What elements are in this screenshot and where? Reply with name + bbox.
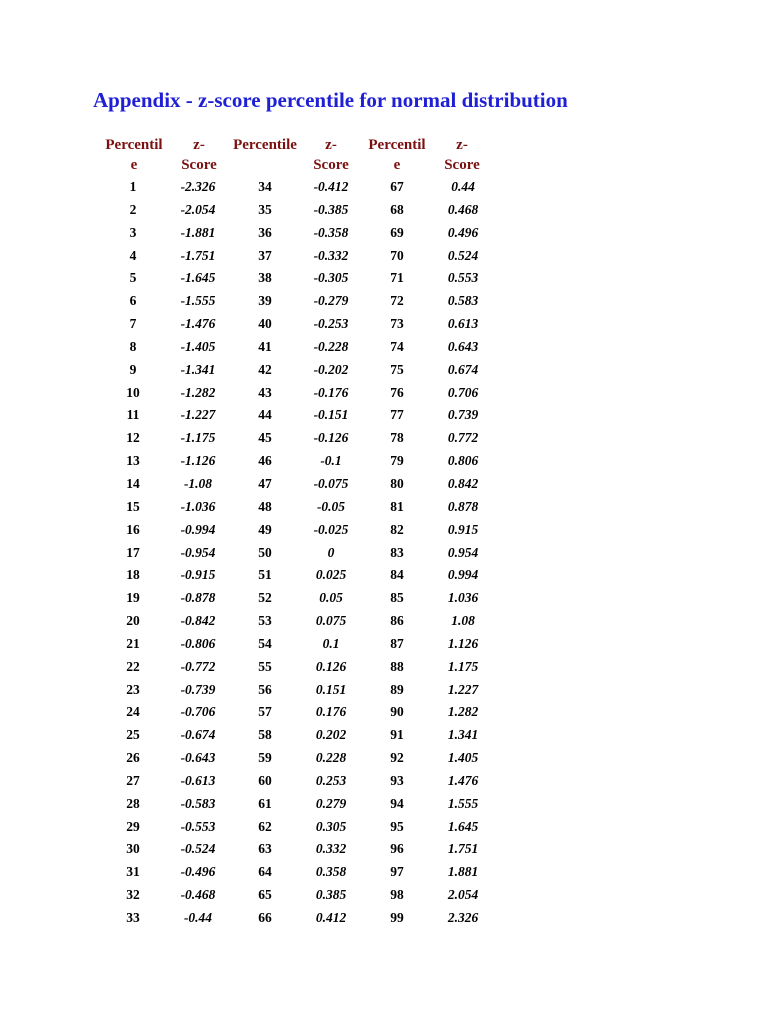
table-cell: -2.054: [180, 201, 216, 217]
table-cell: 67: [390, 179, 404, 194]
table-cell: -0.44: [183, 910, 213, 925]
table-cell: 0.05: [319, 590, 343, 606]
table-cell: 8: [129, 338, 137, 354]
table-cell: 0.126: [315, 658, 347, 674]
table-cell: 0.915: [447, 521, 479, 537]
table-cell: 11: [126, 407, 140, 423]
table-cell: 90: [390, 704, 404, 720]
table-cell: 18: [126, 567, 140, 583]
table-cell: 60: [258, 772, 272, 788]
header-line: z-: [325, 137, 337, 153]
table-cell: 14: [126, 475, 140, 491]
table-cell: -0.496: [180, 864, 216, 880]
table-cell: -0.553: [180, 818, 216, 834]
table-cell: 23: [126, 681, 140, 697]
table-cell: 74: [390, 338, 404, 354]
table-cell: 1.341: [447, 727, 479, 743]
table-cell: 64: [258, 864, 272, 880]
table-cell: 20: [126, 613, 140, 629]
table-cell: 84: [390, 567, 404, 583]
table-cell: 26: [126, 750, 140, 766]
table-cell: 34: [258, 179, 272, 194]
table-cell: 91: [390, 727, 404, 743]
table-cell: 61: [258, 795, 272, 811]
table-cell: 63: [258, 841, 272, 857]
table-cell: -0.878: [180, 590, 216, 606]
table-cell: 0.412: [315, 910, 347, 925]
table-cell: -0.358: [313, 224, 349, 240]
table-cell: 0.279: [315, 795, 347, 811]
table-cell: 86: [390, 613, 404, 629]
table-cell: 97: [390, 864, 404, 880]
table-cell: -0.524: [180, 841, 216, 857]
table-cell: 24: [126, 704, 140, 720]
table-cell: -0.643: [180, 750, 216, 766]
table-cell: 33: [126, 910, 140, 925]
table-cell: 73: [390, 316, 404, 332]
table-cell: 0.674: [447, 361, 479, 377]
header-line: Score: [181, 156, 217, 173]
table-cell: 40: [258, 316, 272, 332]
header-zscore-1: [170, 136, 228, 175]
table-cell: 88: [390, 658, 404, 674]
table-cell: 0.385: [315, 887, 347, 903]
table-cell: -0.253: [313, 316, 349, 332]
table-cell: 46: [258, 453, 272, 469]
header-percentile-2: [225, 136, 305, 156]
header-line: Percentil: [105, 137, 163, 153]
table-cell: 94: [390, 795, 404, 811]
table-cell: 55: [258, 658, 272, 674]
table-cell: 78: [390, 430, 404, 446]
table-cell: -0.202: [313, 361, 349, 377]
table-cell: 15: [126, 498, 140, 514]
table-cell: 0.524: [447, 247, 479, 263]
table-cell: 0.553: [447, 270, 479, 286]
table-cell: 0.44: [451, 179, 475, 194]
table-cell: 0.151: [315, 681, 347, 697]
table-cell: 7: [129, 316, 137, 332]
table-cell: 1.08: [451, 613, 475, 629]
header-zscore-3: [433, 136, 491, 175]
table-cell: 21: [126, 635, 140, 651]
table-cell: 0.772: [447, 430, 479, 446]
table-cell: 0.332: [315, 841, 347, 857]
table-cell: 1.476: [447, 772, 479, 788]
table-cell: -0.305: [313, 270, 349, 286]
table-cell: 82: [390, 521, 404, 537]
table-cell: 53: [258, 613, 272, 629]
table-cell: 75: [390, 361, 404, 377]
table-cell: 1.405: [447, 750, 479, 766]
table-cell: -0.583: [180, 795, 216, 811]
table-cell: 13: [126, 453, 140, 469]
table-cell: -1.126: [180, 453, 216, 469]
table-cell: -1.476: [180, 316, 216, 332]
table-cell: -0.994: [180, 521, 216, 537]
table-cell: 87: [390, 635, 404, 651]
table-cell: 0.954: [447, 544, 479, 560]
table-cell: -0.739: [180, 681, 216, 697]
header-zscore-2: [302, 136, 360, 175]
table-cell: 45: [258, 430, 272, 446]
table-cell: 10: [126, 384, 140, 400]
table-cell: 28: [126, 795, 140, 811]
table-cell: 52: [258, 590, 272, 606]
table-cell: 0.613: [447, 316, 479, 332]
table-cell: 79: [390, 453, 404, 469]
table-cell: 47: [258, 475, 272, 491]
table-cell: 1.282: [447, 704, 479, 720]
header-line: e: [393, 156, 401, 173]
table-cell: 0.706: [447, 384, 479, 400]
table-cell: -0.1: [320, 453, 342, 469]
table-cell: -0.025: [313, 521, 349, 537]
table-cell: 54: [258, 635, 272, 651]
table-cell: 1.227: [447, 681, 479, 697]
table-cell: 89: [390, 681, 404, 697]
table-cell: 85: [390, 590, 404, 606]
table-cell: 0.468: [447, 201, 479, 217]
table-cell: 0.075: [315, 613, 347, 629]
table-cell: -0.075: [313, 475, 349, 491]
table-cell: 80: [390, 475, 404, 491]
table-cell: 59: [258, 750, 272, 766]
table-cell: 96: [390, 841, 404, 857]
table-cell: -0.176: [313, 384, 349, 400]
table-cell: 1.175: [447, 658, 479, 674]
table-cell: -0.706: [180, 704, 216, 720]
table-cell: -0.412: [313, 179, 349, 194]
table-cell: 17: [126, 544, 140, 560]
table-cell: 37: [258, 247, 272, 263]
table-cell: 38: [258, 270, 272, 286]
table-cell: 0.994: [447, 567, 479, 583]
table-cell: -0.228: [313, 338, 349, 354]
table-cell: 29: [126, 818, 140, 834]
table-cell: 1.555: [447, 795, 479, 811]
table-cell: 51: [258, 567, 272, 583]
table-cell: 2.326: [447, 910, 479, 925]
table-cell: 25: [126, 727, 140, 743]
header-line: e: [130, 156, 138, 173]
table-cell: -1.751: [180, 247, 216, 263]
table-cell: 4: [129, 247, 137, 263]
table-cell: -0.332: [313, 247, 349, 263]
table-cell: 0.253: [315, 772, 347, 788]
table-cell: 41: [258, 338, 272, 354]
table-cell: 0.1: [322, 635, 340, 651]
table-cell: 32: [126, 887, 140, 903]
table-cell: -1.036: [180, 498, 216, 514]
table-cell: -0.772: [180, 658, 216, 674]
header-line: Percentil: [368, 137, 426, 153]
table-cell: 70: [390, 247, 404, 263]
table-cell: 0.025: [315, 567, 347, 583]
table-cell: -0.954: [180, 544, 216, 560]
table-cell: 99: [390, 910, 404, 925]
table-cell: 49: [258, 521, 272, 537]
table-cell: 0.583: [447, 293, 479, 309]
table-cell: 65: [258, 887, 272, 903]
table-cell: 1.881: [447, 864, 479, 880]
table-cell: 50: [258, 544, 272, 560]
header-line: Score: [444, 156, 480, 173]
header-line: z-: [456, 137, 468, 153]
table-cell: 2.054: [447, 887, 479, 903]
table-cell: 43: [258, 384, 272, 400]
table-cell: 0.496: [447, 224, 479, 240]
table-cell: 31: [126, 864, 140, 880]
table-cell: 48: [258, 498, 272, 514]
table-cell: 0.358: [315, 864, 347, 880]
table-cell: 2: [129, 201, 137, 217]
table-cell: -2.326: [180, 179, 216, 194]
table-cell: 95: [390, 818, 404, 834]
table-cell: 3: [129, 224, 137, 240]
table-cell: 35: [258, 201, 272, 217]
page-title: Appendix - z-score percentile for normal distribution: [93, 88, 568, 112]
table-cell: 0.806: [447, 453, 479, 469]
table-cell: -0.915: [180, 567, 216, 583]
table-cell: 0.176: [315, 704, 347, 720]
table-cell: 0.842: [447, 475, 479, 491]
header-percentile-3: [359, 136, 435, 175]
header-line: Score: [313, 156, 349, 173]
table-cell: 0.878: [447, 498, 479, 514]
table-cell: -1.405: [180, 338, 216, 354]
table-cell: 22: [126, 658, 140, 674]
table-cell: 93: [390, 772, 404, 788]
table-cell: 27: [126, 772, 140, 788]
table-cell: 0.739: [447, 407, 479, 423]
table-cell: 57: [258, 704, 272, 720]
table-cell: 0.643: [447, 338, 479, 354]
zscore-column-3: [423, 176, 503, 930]
table-cell: 56: [258, 681, 272, 697]
table-cell: -0.613: [180, 772, 216, 788]
table-cell: 66: [258, 910, 272, 925]
table-cell: -1.282: [180, 384, 216, 400]
table-cell: 0.305: [315, 818, 347, 834]
table-cell: -1.08: [183, 475, 213, 491]
table-cell: 0.202: [315, 727, 347, 743]
table-cell: 72: [390, 293, 404, 309]
table-cell: -0.806: [180, 635, 216, 651]
table-cell: 1.645: [447, 818, 479, 834]
table-cell: 1.751: [447, 841, 479, 857]
table-cell: 98: [390, 887, 404, 903]
table-cell: 6: [129, 293, 137, 309]
header-percentile-1: [95, 136, 173, 175]
table-cell: -0.674: [180, 727, 216, 743]
table-cell: -1.341: [180, 361, 216, 377]
table-cell: 44: [258, 407, 272, 423]
header-line: Percentile: [233, 137, 297, 153]
table-cell: 9: [129, 361, 137, 377]
table-cell: -0.842: [180, 613, 216, 629]
table-cell: -0.126: [313, 430, 349, 446]
table-cell: 0.228: [315, 750, 347, 766]
table-cell: -0.279: [313, 293, 349, 309]
table-cell: 0: [327, 544, 335, 560]
table-cell: 30: [126, 841, 140, 857]
table-cell: 68: [390, 201, 404, 217]
table-cell: 12: [126, 430, 140, 446]
table-cell: 83: [390, 544, 404, 560]
table-cell: 42: [258, 361, 272, 377]
table-cell: 5: [129, 270, 137, 286]
table-cell: -1.645: [180, 270, 216, 286]
table-cell: 58: [258, 727, 272, 743]
table-cell: -1.175: [180, 430, 216, 446]
table-cell: -1.227: [180, 407, 216, 423]
table-cell: 39: [258, 293, 272, 309]
header-line: z-: [193, 137, 205, 153]
table-cell: 1.126: [447, 635, 479, 651]
table-cell: -0.385: [313, 201, 349, 217]
table-cell: -0.468: [180, 887, 216, 903]
table-cell: 77: [390, 407, 404, 423]
table-cell: 69: [390, 224, 404, 240]
table-cell: 76: [390, 384, 404, 400]
table-cell: 62: [258, 818, 272, 834]
table-cell: 1.036: [447, 590, 479, 606]
table-cell: 81: [390, 498, 404, 514]
table-cell: -0.05: [316, 498, 346, 514]
table-cell: -1.555: [180, 293, 216, 309]
table-cell: 36: [258, 224, 272, 240]
table-cell: 19: [126, 590, 140, 606]
table-cell: 1: [129, 179, 137, 194]
table-cell: 92: [390, 750, 404, 766]
table-cell: 16: [126, 521, 140, 537]
table-cell: -1.881: [180, 224, 216, 240]
table-cell: -0.151: [313, 407, 349, 423]
table-cell: 71: [390, 270, 404, 286]
